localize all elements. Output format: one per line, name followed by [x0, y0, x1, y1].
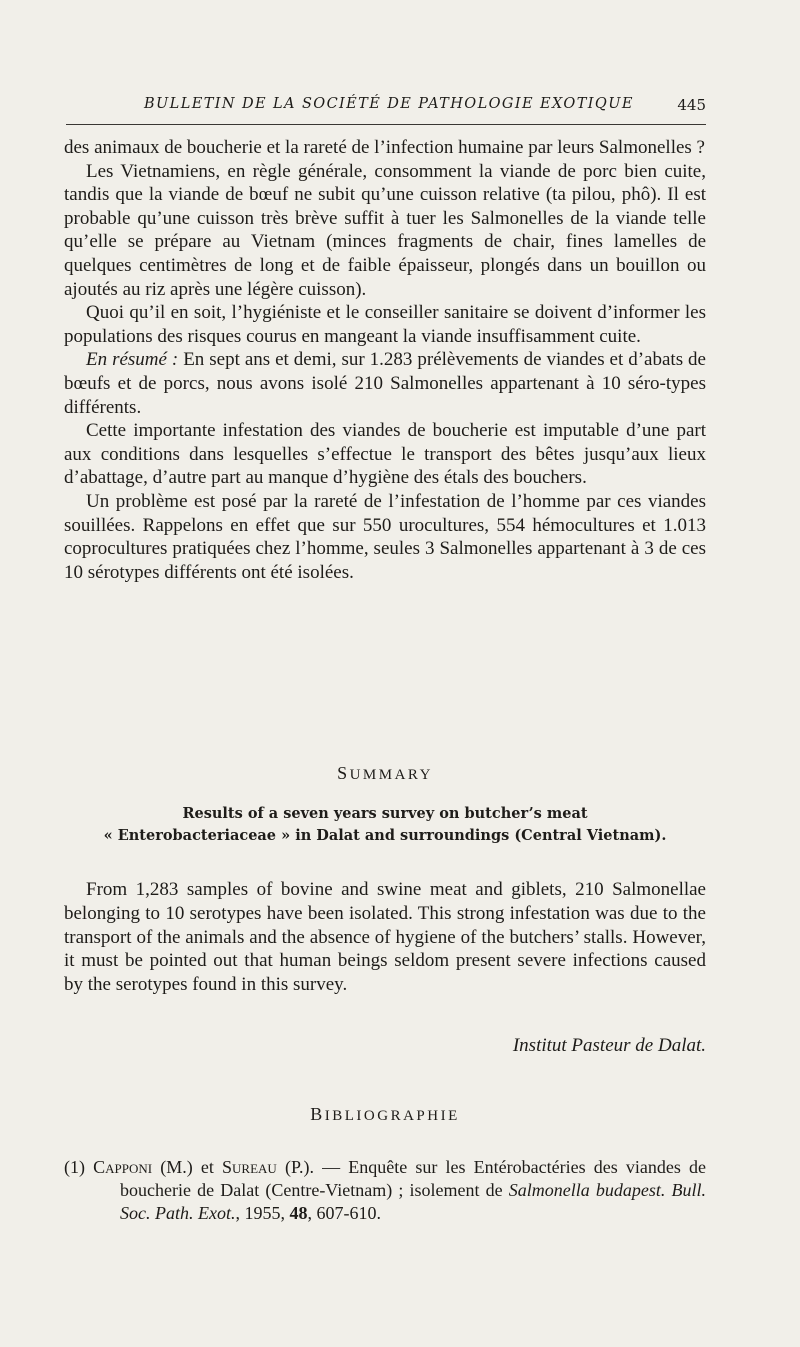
paragraph-4-text: En sept ans et demi, sur 1.283 prélèvements de viandes et d’abats de bœufs et de porcs, nous avons isolé 210 Salmonelles appartenant à 10 séro-types différents.	[64, 349, 706, 418]
affiliation: Institut Pasteur de Dalat.	[512, 1035, 706, 1056]
reference-year: , 1955,	[235, 1203, 290, 1223]
summary-lead: En résumé :	[86, 349, 179, 371]
reference-pages: , 607-610.	[307, 1203, 381, 1223]
running-title: BULLETIN DE LA SOCIÉTÉ DE PATHOLOGIE EXOTIQUE	[144, 96, 634, 112]
summary-title	[64, 803, 706, 847]
paragraph-1: des animaux de boucherie et la rareté de l’infection humaine par leurs Salmonelles ?	[64, 137, 705, 158]
running-head	[66, 96, 706, 122]
paragraph-4	[64, 348, 706, 419]
summary-text	[64, 878, 706, 997]
page-number: 445	[677, 96, 706, 114]
paragraph-3: Quoi qu’il en soit, l’hygiéniste et le conseiller sanitaire se doivent d’informer les populations des risques courus en mangeant la viande insuffisamment cuite.	[64, 302, 706, 347]
bibliography-entry	[64, 1156, 706, 1225]
author-1-initials: (M.) et	[152, 1157, 223, 1177]
summary-heading-rest: UMMARY	[349, 767, 433, 783]
header-rule	[66, 124, 706, 125]
author-2-initials: (P.). —	[276, 1157, 349, 1177]
summary-heading-initial: S	[337, 763, 350, 783]
paragraph-2: Les Vietnamiens, en règle générale, consomment la viande de porc bien cuite, tandis que la viande de bœuf ne subit qu’une cuisson relative (ta pilou, phô). Il est probable qu’une cuisson très brève suffit à tuer les Salmonelles de la viande telle qu’elle se prépare au Vietnam (minces fragments de chair, fines lamelles de quelques centimètres de long et de faible épaisseur, plongés dans un bouillon ou ajoutés au riz après une légère cuisson).	[64, 160, 706, 300]
bibliography-heading-initial: B	[310, 1104, 325, 1124]
entry-number: (1)	[64, 1157, 94, 1177]
bibliography-heading-rest: IBLIOGRAPHIE	[324, 1108, 460, 1124]
bibliography-list	[64, 1156, 706, 1225]
summary-heading	[64, 763, 706, 784]
summary-paragraph: From 1,283 samples of bovine and swine meat and giblets, 210 Salmonellae belonging to 10 serotypes have been isolated. This strong infestation was due to the transport of the animals and the absence of hygiene of the butchers’ stalls. However, it must be pointed out that human beings seldom present severe infections caused by the serotypes found in this survey.	[64, 879, 706, 996]
author-1: Capponi	[93, 1157, 153, 1177]
article-body	[64, 136, 706, 584]
bibliography-heading	[64, 1104, 706, 1125]
paragraph-6: Un problème est posé par la rareté de l’infestation de l’homme par ces viandes souillées. Rappelons en effet que sur 550 urocultures, 554 hémocultures et 1.013 coprocultures pratiquées chez l’homme, seules 3 Salmonelles appartenant à 3 de ces 10 sérotypes différents ont été isolées.	[64, 490, 706, 583]
summary-title-line-1: Results of a seven years survey on butcher’s meat	[182, 805, 588, 822]
summary-title-line-2: « Enterobacteriaceae » in Dalat and surroundings (Central Vietnam).	[103, 827, 667, 844]
reference-volume: 48	[289, 1203, 308, 1223]
reference-source: Salmonella budapest. Bull. Soc. Path. Exot.	[120, 1180, 706, 1223]
author-2: Sureau	[222, 1157, 277, 1177]
paragraph-5: Cette importante infestation des viandes de boucherie est imputable d’une part aux conditions dans lesquelles s’effectue le transport des bêtes jusqu’aux lieux d’abattage, d’autre part au manque d’hygiène des étals des bouchers.	[64, 420, 706, 489]
reference-title: Enquête sur les Entérobactéries des viandes de boucherie de Dalat (Centre-Vietnam) ; isolement de	[120, 1157, 706, 1200]
